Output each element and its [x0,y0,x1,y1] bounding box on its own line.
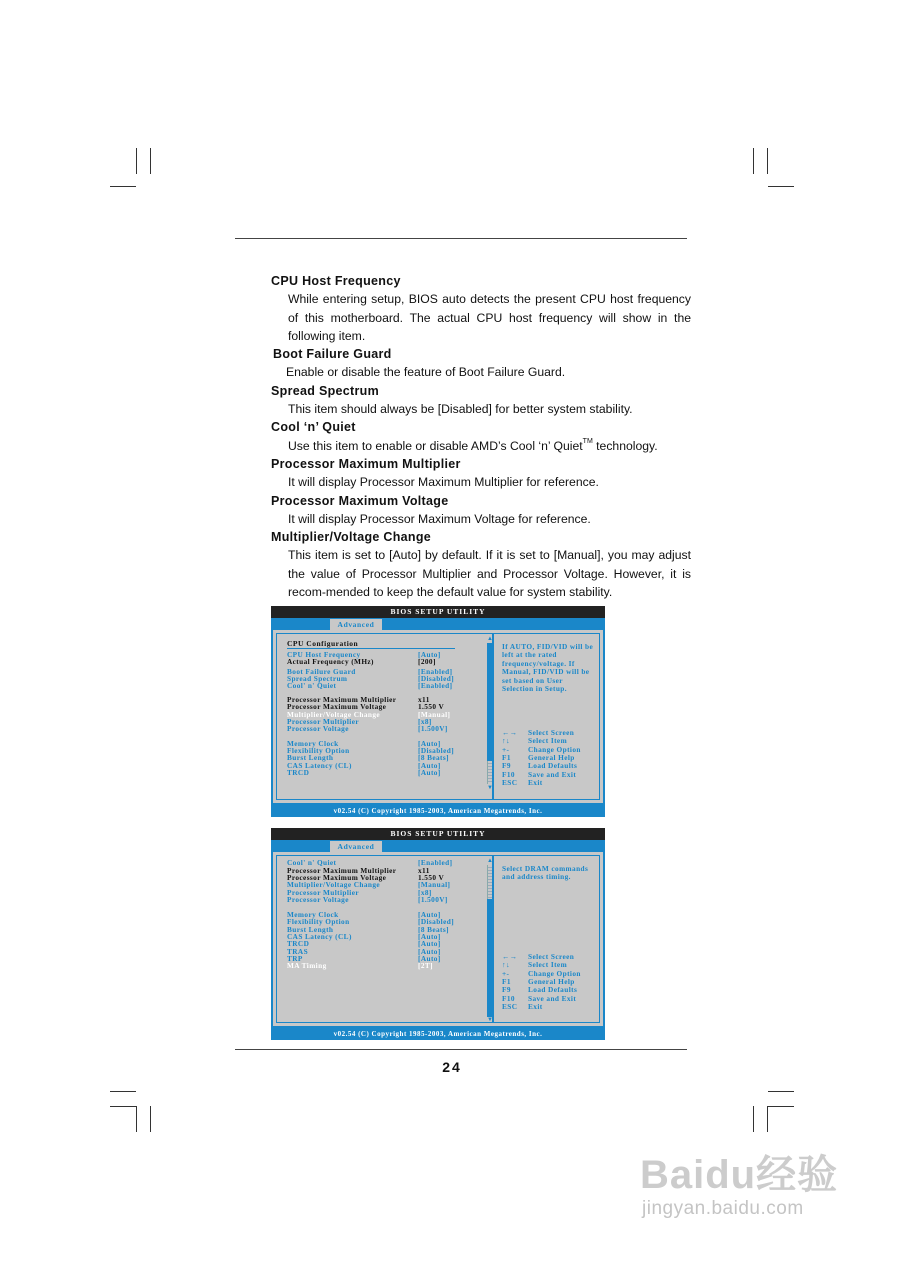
setting-value[interactable]: [Manual] [418,710,451,719]
setting-value[interactable]: [x8] [418,888,432,897]
setting-value[interactable]: [Auto] [418,739,441,748]
key-description: Save and Exit [528,769,577,779]
section-title: CPU Host Frequency [271,274,401,288]
section-title: Multiplier/Voltage Change [271,530,432,545]
key-description: Select Item [528,960,568,970]
key-description: Load Defaults [528,985,578,995]
section-body: This item is set to [Auto] by default. If it is set to [Manual], you may adjust the value of Processor Multiplier and Processor Voltage. However, it is recom-mended to keep the default value for system stability. [288,548,691,600]
setting-value[interactable]: [Enabled] [418,667,453,676]
setting-label: TRCD [287,768,310,777]
setting-value[interactable]: x11 [418,866,430,875]
bios-main-panel [273,852,603,1026]
setting-label: Spread Spectrum [287,674,348,683]
key-name: F1 [502,976,511,986]
setting-label: TRCD [287,939,310,948]
bios-main-panel [273,630,603,803]
scroll-up-icon[interactable]: ▲ [487,636,494,642]
setting-value[interactable]: [Enabled] [418,681,453,690]
setting-label: Cool' n' Quiet [287,858,337,867]
scroll-up-icon[interactable]: ▲ [487,858,494,864]
key-name: ↑↓ [502,960,511,970]
setting-value[interactable]: [Auto] [418,910,441,919]
key-name: F10 [502,993,515,1003]
key-description: Load Defaults [528,761,578,771]
section-title: Cool ‘n’ Quiet [271,420,356,435]
setting-label: Processor Multiplier [287,888,359,897]
watermark-logo: Baidu经验 [640,1153,839,1197]
key-description: General Help [528,976,575,986]
setting-label: TRP [287,954,303,963]
setting-value[interactable]: [Auto] [418,947,441,956]
key-name: ESC [502,1001,518,1011]
section-body: Enable or disable the feature of Boot Failure Guard. [286,365,566,380]
bios-help-pane [492,633,600,800]
section-body: It will display Processor Maximum Voltage for reference. [288,511,591,526]
key-description: Exit [528,1001,543,1011]
crop-mark [110,1106,136,1107]
bios-screen-dram-timing [271,828,605,1040]
scroll-down-icon[interactable]: ▼ [487,785,494,791]
setting-value[interactable]: [Auto] [418,932,441,941]
help-text: If AUTO, FID/VID will be left at the rated frequency/voltage. If Manual, FID/VID will be set based on User Selection in Setup. [502,642,594,694]
key-description: Save and Exit [528,993,577,1003]
watermark [640,1143,839,1219]
crop-mark [753,1106,754,1132]
crop-mark [136,148,137,174]
key-name: ←→ [502,952,518,961]
crop-mark [767,148,768,174]
setting-label: Processor Multiplier [287,717,359,726]
setting-value[interactable]: [Auto] [418,650,441,659]
bottom-rule [235,1049,687,1050]
bios-footer: v02.54 (C) Copyright 1985-2003, American Megatrends, Inc. [271,805,605,817]
bios-tab-row [271,840,605,852]
crop-mark [136,1106,137,1132]
help-text: Select DRAM commands and address timing. [502,864,589,882]
crop-mark [768,186,794,187]
section-body: It will display Processor Maximum Multiplier for reference. [288,475,599,490]
section-body [288,437,691,455]
setting-label: Processor Maximum Multiplier [287,695,397,704]
bios-settings-pane [276,855,494,1023]
bios-settings-pane [276,633,494,800]
crop-mark [767,1106,768,1132]
setting-value[interactable]: [Disabled] [418,674,455,683]
key-name: F9 [502,761,511,771]
crop-mark [110,1091,136,1092]
setting-value[interactable]: [Auto] [418,761,441,770]
key-description: Exit [528,777,543,787]
setting-label: Multiplier/Voltage Change [287,880,381,889]
setting-value[interactable]: [Enabled] [418,858,453,867]
setting-label: TRAS [287,947,309,956]
key-name: F9 [502,985,511,995]
setting-label: Actual Frequency (MHz) [287,657,374,666]
setting-value[interactable]: [8 Beats] [418,925,449,934]
setting-label: Memory Clock [287,910,339,919]
setting-label: CAS Latency (CL) [287,932,352,941]
setting-value[interactable]: [Disabled] [418,746,455,755]
section-body: While entering setup, BIOS auto detects the present CPU host frequency of this motherboard. The actual CPU host frequency will show in the following item. [288,292,691,343]
setting-label: CAS Latency (CL) [287,761,352,770]
setting-label: Multiplier/Voltage Change [287,710,381,719]
body-text: technology. [592,438,658,453]
setting-value[interactable]: [1.500V] [418,724,448,733]
tab-advanced[interactable]: Advanced [330,841,382,852]
crop-mark [768,1091,794,1092]
key-description: Select Screen [528,728,575,737]
setting-value[interactable]: [8 Beats] [418,753,449,762]
setting-value[interactable]: [Auto] [418,768,441,777]
key-name: +- [502,968,510,978]
watermark-url: jingyan.baidu.com [642,1198,804,1219]
crop-mark [150,1106,151,1132]
key-description: Select Item [528,736,568,746]
setting-value[interactable]: [200] [418,657,436,666]
bios-title-bar: BIOS SETUP UTILITY [271,828,605,840]
setting-label: Processor Maximum Multiplier [287,866,397,875]
setting-value[interactable]: [1.500V] [418,895,448,904]
setting-value[interactable]: [Auto] [418,954,441,963]
setting-label: Processor Voltage [287,724,349,733]
key-description: Change Option [528,744,581,754]
setting-label: Burst Length [287,753,334,762]
setting-value[interactable]: [Disabled] [418,917,455,926]
setting-label: Boot Failure Guard [287,667,356,676]
setting-label: MA Timing [287,961,327,970]
crop-mark [753,148,754,174]
key-name: ESC [502,777,518,787]
config-title-underline [287,648,455,649]
key-name: ←→ [502,728,518,737]
config-title: CPU Configuration [287,639,359,648]
body-text: Use this item to enable or disable AMD’s Cool ‘n’ Quiet [288,438,583,453]
crop-mark [150,148,151,174]
setting-value[interactable]: x11 [418,695,430,704]
page-number: 24 [442,1059,462,1075]
bios-footer: v02.54 (C) Copyright 1985-2003, American Megatrends, Inc. [271,1028,605,1040]
setting-label: Memory Clock [287,739,339,748]
manual-text [271,272,691,601]
setting-label: Cool' n' Quiet [287,681,337,690]
crop-mark [110,186,136,187]
section-title: Processor Maximum Multiplier [271,456,461,471]
crop-mark [768,1106,794,1107]
setting-value[interactable]: 1.550 V [418,873,445,882]
setting-label: CPU Host Frequency [287,650,361,659]
bios-tab-row [271,618,605,630]
trademark-sup: TM [582,437,593,445]
setting-label: Burst Length [287,925,334,934]
section-title: Boot Failure Guard [273,347,392,362]
key-name: F1 [502,752,511,762]
key-name: ↑↓ [502,736,511,746]
setting-label: Processor Maximum Voltage [287,873,387,882]
setting-value[interactable]: [x8] [418,717,432,726]
key-description: General Help [528,752,575,762]
setting-label: Processor Maximum Voltage [287,702,387,711]
setting-value[interactable]: [2T] [418,961,433,970]
key-name: F10 [502,769,515,779]
top-rule [235,238,687,239]
section-title: Spread Spectrum [271,383,380,398]
setting-label: Flexibility Option [287,917,350,926]
key-description: Change Option [528,968,581,978]
setting-value[interactable]: 1.550 V [418,702,445,711]
bios-title-bar: BIOS SETUP UTILITY [271,606,605,618]
section-body: This item should always be [Disabled] for better system stability. [288,402,633,417]
tab-advanced[interactable]: Advanced [330,619,382,630]
setting-value[interactable]: [Auto] [418,939,441,948]
section-title: Processor Maximum Voltage [271,493,449,508]
scroll-down-icon[interactable]: ▼ [487,1017,494,1023]
key-description: Select Screen [528,952,575,961]
key-name: +- [502,744,510,754]
setting-label: Flexibility Option [287,746,350,755]
setting-label: Processor Voltage [287,895,349,904]
bios-help-pane [492,855,600,1023]
setting-value[interactable]: [Manual] [418,880,451,889]
bios-screen-cpu-configuration [271,606,605,817]
